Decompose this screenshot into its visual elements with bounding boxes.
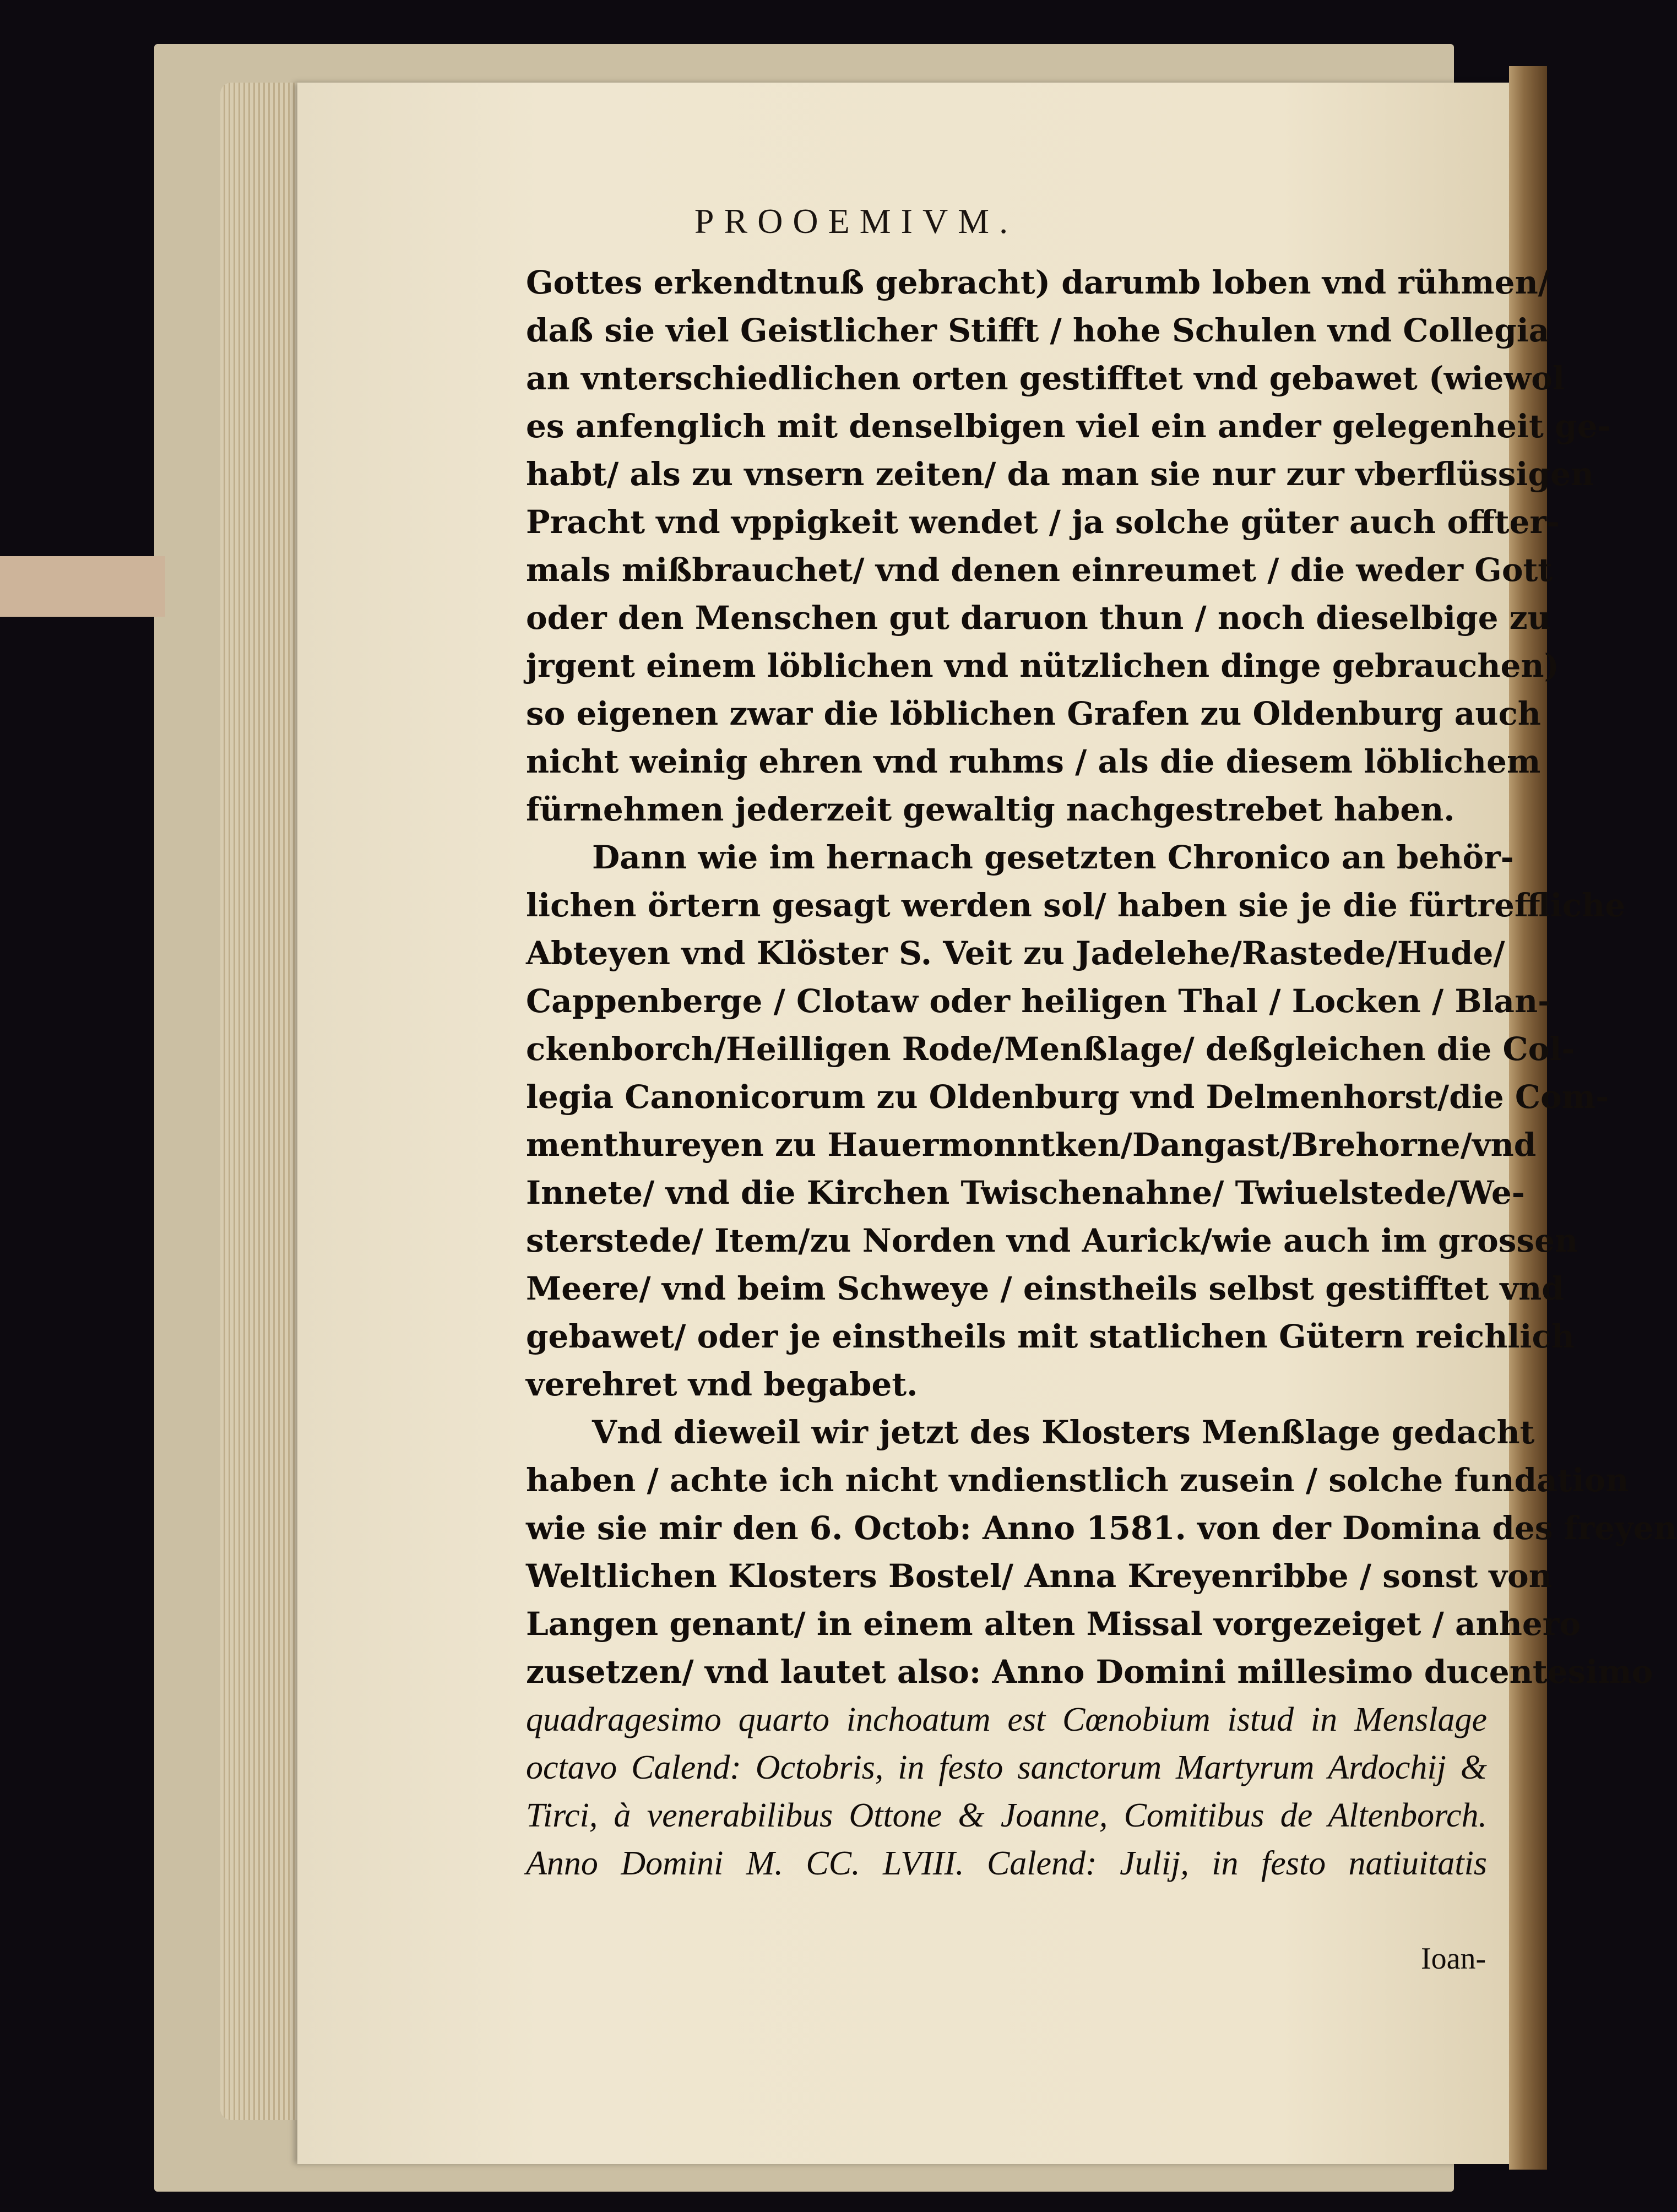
text-line: Weltlichen Klosters Bostel/ Anna Kreyenribbe / sonst von — [526, 1557, 1552, 1595]
text-line: Meere/ vnd beim Schweye / einstheils selbst gestifftet vnd — [526, 1270, 1564, 1307]
text-line: legia Canonicorum zu Oldenburg vnd Delmenhorst/die Com- — [526, 1078, 1609, 1116]
text-line: gebawet/ oder je einstheils mit statlichen Gütern reichlich — [526, 1318, 1575, 1355]
text-line: Tirci, à venerabilibus Ottone & Joanne, Comitibus de Altenborch. — [526, 1797, 1487, 1834]
text-line: verehret vnd begabet. — [526, 1366, 918, 1403]
text-line: jrgent einem löblichen vnd nützlichen dinge gebrauchen) — [526, 647, 1560, 684]
text-line: an vnterschiedlichen orten gestifftet vnd gebawet (wiewol — [526, 360, 1565, 397]
text-line: habt/ als zu vnsern zeiten/ da man sie nur zur vberflüssigen — [526, 455, 1594, 493]
running-head: PROOEMIVM. — [694, 202, 1018, 241]
text-line: es anfenglich mit denselbigen viel ein ander gelegenheit ge- — [526, 407, 1611, 445]
text-line: Pracht vnd vppigkeit wendet / ja solche güter auch offter- — [526, 503, 1560, 541]
page-text — [526, 259, 1677, 1888]
text-line: Dann wie im hernach gesetzten Chronico an behör- — [592, 839, 1514, 876]
text-line: Innete/ vnd die Kirchen Twischenahne/ Twiuelstede/We- — [526, 1174, 1525, 1211]
text-line: fürnehmen jederzeit gewaltig nachgestrebet haben. — [526, 791, 1455, 828]
text-line: haben / achte ich nicht vndienstlich zusein / solche fundation — [526, 1461, 1629, 1499]
text-line: ckenborch/Heilligen Rode/Menßlage/ deßgleichen die Col- — [526, 1030, 1575, 1068]
text-line: oder den Menschen gut daruon thun / noch dieselbige zu — [526, 599, 1551, 637]
text-line: menthureyen zu Hauermonntken/Dangast/Brehorne/vnd — [526, 1126, 1537, 1164]
text-line: Langen genant/ in einem alten Missal vorgezeiget / anhero — [526, 1605, 1581, 1643]
text-line: zusetzen/ vnd lautet also: Anno Domini millesimo ducentesimo — [526, 1653, 1653, 1691]
text-line: mals mißbrauchet/ vnd denen einreumet / die weder Gott — [526, 551, 1553, 589]
catchword: Ioan- — [1421, 1942, 1486, 1976]
text-line: Vnd dieweil wir jetzt des Klosters Menßlage gedacht — [592, 1414, 1535, 1451]
text-line: so eigenen zwar die löblichen Grafen zu Oldenburg auch — [526, 695, 1541, 732]
text-line: Abteyen vnd Klöster S. Veit zu Jadelehe/Rastede/Hude/ — [526, 934, 1505, 972]
text-line: Anno Domini M. CC. LVIII. Calend: Julij, in festo natiuitatis — [526, 1845, 1487, 1882]
bookmark-ribbon — [0, 556, 165, 617]
text-line: octavo Calend: Octobris, in festo sanctorum Martyrum Ardochij & — [526, 1749, 1487, 1786]
text-line: quadragesimo quarto inchoatum est Cœnobium istud in Menslage — [526, 1701, 1487, 1738]
text-line: sterstede/ Item/zu Norden vnd Aurick/wie auch im grossen — [526, 1222, 1578, 1259]
text-line: nicht weinig ehren vnd ruhms / als die diesem löblichem — [526, 743, 1541, 780]
text-line: Cappenberge / Clotaw oder heiligen Thal / Locken / Blan- — [526, 982, 1551, 1020]
text-line: wie sie mir den 6. Octob: Anno 1581. von der Domina des freyen — [526, 1509, 1677, 1547]
text-line: lichen örtern gesagt werden sol/ haben sie je die fürtreffliche — [526, 887, 1626, 924]
text-line: Gottes erkendtnuß gebracht) darumb loben vnd rühmen/ — [526, 264, 1550, 301]
text-line: daß sie viel Geistlicher Stifft / hohe Schulen vnd Collegia — [526, 312, 1550, 349]
